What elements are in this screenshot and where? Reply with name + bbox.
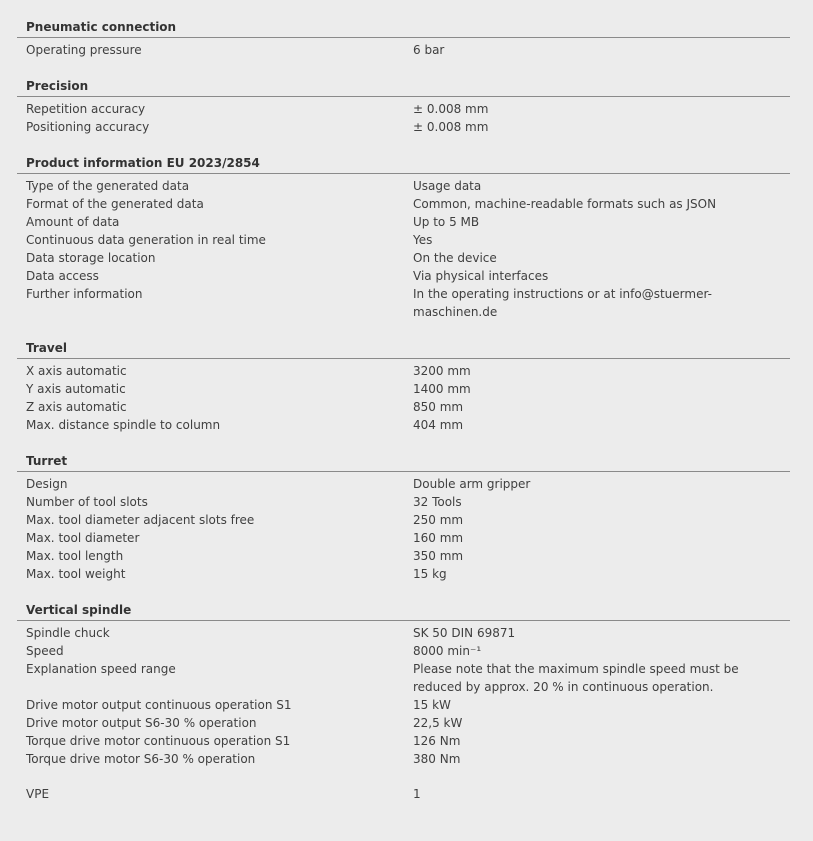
spec-label: Drive motor output continuous operation S1	[26, 698, 292, 712]
section-title: Travel	[17, 338, 790, 359]
spec-value: Double arm gripper	[413, 477, 531, 491]
spec-value: ± 0.008 mm	[413, 102, 489, 116]
spec-row	[17, 416, 790, 434]
spec-value: 250 mm	[413, 513, 464, 527]
section-title: Product information EU 2023/2854	[17, 153, 790, 174]
spec-row	[17, 177, 790, 195]
spec-value: Usage data	[413, 179, 482, 193]
spec-label: Data access	[26, 269, 99, 283]
spec-value-email[interactable]: In the operating instructions or at info@stuermer-maschinen.de	[413, 287, 712, 319]
spec-row	[17, 565, 790, 583]
spec-row	[17, 195, 790, 213]
spec-row	[17, 249, 790, 267]
spec-row	[17, 493, 790, 511]
spec-value: 32 Tools	[413, 495, 462, 509]
spec-value: 3200 mm	[413, 364, 471, 378]
spec-value: On the device	[413, 251, 497, 265]
spec-label: Amount of data	[26, 215, 120, 229]
spec-row	[17, 213, 790, 231]
spec-value: 15 kW	[413, 698, 451, 712]
spec-row	[17, 100, 790, 118]
spec-label: Max. tool length	[26, 549, 124, 563]
spec-table	[17, 0, 790, 803]
spec-value: 350 mm	[413, 549, 464, 563]
spec-row	[17, 624, 790, 642]
section-pneumatic-connection	[17, 0, 790, 59]
spec-value: ± 0.008 mm	[413, 120, 489, 134]
spec-label: Y axis automatic	[26, 382, 126, 396]
spec-label: Torque drive motor continuous operation S1	[26, 734, 291, 748]
spec-value: 6 bar	[413, 43, 445, 57]
spec-value: 1	[413, 787, 421, 801]
spec-label: Operating pressure	[26, 43, 142, 57]
spec-label: Torque drive motor S6-30 % operation	[26, 752, 256, 766]
section-vertical-spindle	[17, 600, 790, 768]
spec-row	[17, 475, 790, 493]
spec-label: Spindle chuck	[26, 626, 110, 640]
spec-row	[17, 362, 790, 380]
section-precision	[17, 76, 790, 136]
spec-label: Explanation speed range	[26, 662, 176, 676]
spec-label: Number of tool slots	[26, 495, 148, 509]
spec-label: Data storage location	[26, 251, 156, 265]
spec-label: Z axis automatic	[26, 400, 127, 414]
spec-value: 404 mm	[413, 418, 464, 432]
spec-label: Repetition accuracy	[26, 102, 146, 116]
section-title: Turret	[17, 451, 790, 472]
spec-value: Via physical interfaces	[413, 269, 549, 283]
spec-label: Type of the generated data	[26, 179, 190, 193]
spec-label: Max. distance spindle to column	[26, 418, 221, 432]
spec-label: Drive motor output S6-30 % operation	[26, 716, 257, 730]
spec-label: Positioning accuracy	[26, 120, 150, 134]
spec-label: X axis automatic	[26, 364, 127, 378]
spec-label: Speed	[26, 644, 64, 658]
spec-value: 380 Nm	[413, 752, 461, 766]
spec-value: Up to 5 MB	[413, 215, 480, 229]
spec-label: Max. tool weight	[26, 567, 126, 581]
spec-value: Please note that the maximum spindle speed must be reduced by approx. 20 % in continuous operation.	[413, 662, 739, 694]
spec-value: 850 mm	[413, 400, 464, 414]
spec-row	[17, 380, 790, 398]
spec-row	[17, 231, 790, 249]
spec-row	[17, 660, 790, 696]
spec-value: 22,5 kW	[413, 716, 463, 730]
spec-value: SK 50 DIN 69871	[413, 626, 516, 640]
spec-row	[17, 642, 790, 660]
spec-row	[17, 511, 790, 529]
spec-value: 8000 min⁻¹	[413, 644, 482, 658]
spec-label: Max. tool diameter	[26, 531, 140, 545]
spec-row	[17, 547, 790, 565]
spec-row	[17, 696, 790, 714]
spec-value: 1400 mm	[413, 382, 471, 396]
spec-row	[17, 41, 790, 59]
spec-value: 160 mm	[413, 531, 464, 545]
spec-label: Further information	[26, 287, 143, 301]
spec-label: Design	[26, 477, 68, 491]
section-title: Precision	[17, 76, 790, 97]
spec-label: Max. tool diameter adjacent slots free	[26, 513, 255, 527]
spec-row	[17, 118, 790, 136]
spec-row	[17, 750, 790, 768]
spec-row	[17, 398, 790, 416]
spec-row	[17, 285, 790, 321]
spec-value: Common, machine-readable formats such as JSON	[413, 197, 717, 211]
spec-row	[17, 267, 790, 285]
spec-value: 15 kg	[413, 567, 447, 581]
spec-row	[17, 529, 790, 547]
spec-value: 126 Nm	[413, 734, 461, 748]
section-title: Pneumatic connection	[17, 17, 790, 38]
spec-row	[17, 714, 790, 732]
section-product-information	[17, 153, 790, 321]
spec-row	[17, 732, 790, 750]
section-title: Vertical spindle	[17, 600, 790, 621]
spec-label: Format of the generated data	[26, 197, 204, 211]
section-turret	[17, 451, 790, 583]
spec-label: Continuous data generation in real time	[26, 233, 266, 247]
spec-value: Yes	[413, 233, 433, 247]
section-travel	[17, 338, 790, 434]
spec-row-vpe	[17, 785, 790, 803]
spec-label: VPE	[26, 787, 50, 801]
